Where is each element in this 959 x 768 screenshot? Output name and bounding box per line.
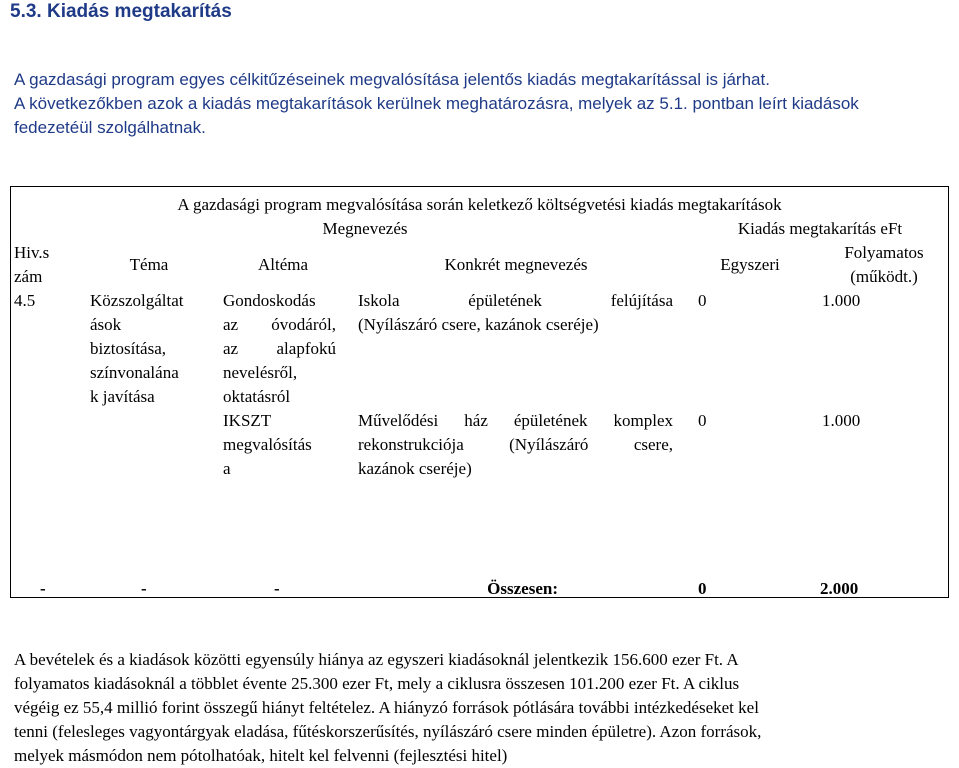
table-border-top (10, 186, 949, 187)
section-heading: 5.3. Kiadás megtakarítás (10, 1, 232, 22)
intro-line: A gazdasági program egyes célkitűzéseinek megvalósítása jelentős kiadás megtakarítással is járhat. (14, 70, 770, 89)
intro-line: fedezetéül szolgálhatnak. (14, 118, 206, 137)
col-header-altema: Altéma (257, 255, 309, 274)
total-egyszeri: 0 (698, 579, 707, 598)
total-tema: - (141, 579, 147, 598)
col-header-konkret: Konkrét megnevezés (444, 255, 588, 274)
col-header-egyszeri: Egyszeri (720, 255, 780, 274)
footer-line: folyamatos kiadásoknál a többlet évente 25.300 ezer Ft, mely a ciklusra összesen 101.200 ezer Ft. A ciklus (14, 674, 740, 693)
row-hivszam: 4.5 (14, 291, 36, 310)
total-hivszam: - (40, 579, 46, 598)
group-header-megnevezes: Megnevezés (322, 219, 408, 238)
sub1-konkret: Iskola épületének felújítása (Nyílászáró csere, kazánok cseréje) (358, 291, 673, 334)
table-border-left (10, 186, 11, 598)
intro-line: A következőkben azok a kiadás megtakarítások kerülnek meghatározásra, melyek az 5.1. pontban leírt kiadások (14, 94, 859, 113)
footer-line: tenni (felesleges vagyontárgyak eladása, fűtéskorszerűsítés, nyílászáró csere minden épületre). Azon források, (14, 722, 762, 741)
intro-paragraph (14, 68, 949, 140)
sub2-egyszeri: 0 (698, 411, 707, 430)
total-folyamatos: 2.000 (820, 579, 859, 598)
sub1-altema: Gondoskodás az óvodáról, az alapfokú nevelésről, oktatásról (223, 291, 336, 406)
sub2-altema: IKSZT megvalósítás a (223, 411, 312, 478)
sub2-folyamatos: 1.000 (822, 411, 861, 430)
table-title: A gazdasági program megvalósítása során keletkező költségvetési kiadás megtakarítások (177, 195, 782, 214)
footer-line: végéig ez 55,4 millió forint összegű hiányt feltételez. A hiányzó források pótlására további intézkedéseket kel (14, 698, 759, 717)
row-tema: Közszolgáltat ások biztosítása, színvonalána k javítása (90, 291, 184, 406)
footer-line: melyek másmódon nem pótolhatóak, hitelt kel felvenni (fejlesztési hitel) (14, 746, 508, 765)
sub2-konkret: Művelődési ház épületének komplex rekonstrukciója (Nyílászáró csere, kazánok cseréje) (358, 411, 673, 478)
sub1-folyamatos: 1.000 (822, 291, 861, 310)
group-header-kiadas: Kiadás megtakarítás eFt (737, 219, 903, 238)
total-altema: - (274, 579, 280, 598)
total-label: Összesen: (487, 579, 558, 598)
sub1-egyszeri: 0 (698, 291, 707, 310)
col-header-folyamatos: Folyamatos (működt.) (844, 243, 924, 286)
footer-paragraph (14, 648, 948, 768)
col-header-tema: Téma (129, 255, 169, 274)
table-border-right (948, 186, 949, 598)
footer-line: A bevételek és a kiadások közötti egyensúly hiánya az egyszeri kiadásoknál jelentkezik 156.600 ezer Ft. A (14, 650, 739, 669)
col-header-hivszam: Hiv.s zám (14, 243, 50, 286)
